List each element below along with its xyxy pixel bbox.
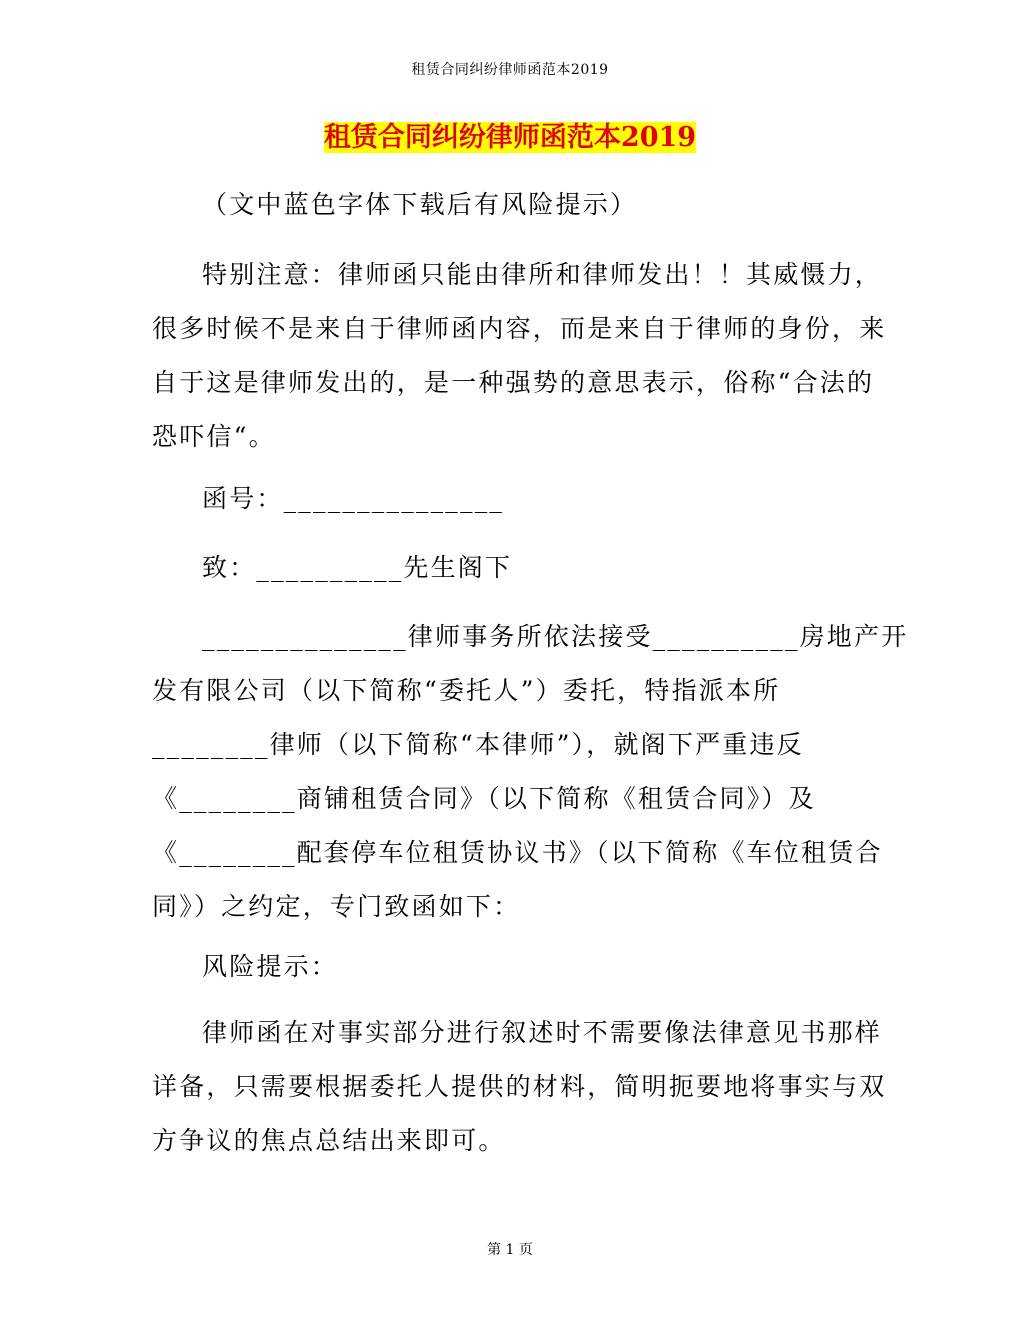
special-notice-line: 特别注意：律师函只能由律所和律师发出！！其威慑力， — [202, 260, 883, 289]
intro-line: 同》）之约定，专门致函如下： — [152, 892, 521, 921]
download-note: （文中蓝色字体下载后有风险提示） — [202, 190, 638, 219]
intro-paragraph — [152, 610, 909, 934]
recipient-paragraph — [152, 541, 872, 595]
risk-line: 方争议的焦点总结出来即可。 — [152, 1126, 506, 1155]
document-title — [0, 118, 1020, 158]
letter-number-paragraph — [152, 472, 872, 526]
page-number: 第 1 页 — [487, 1242, 533, 1258]
risk-line: 律师函在对事实部分进行叙述时不需要像法律意见书那样 — [202, 1018, 883, 1047]
intro-line: 发有限公司（以下简称“委托人”）委托，特指派本所 — [152, 676, 781, 705]
intro-line: 《________配套停车位租赁协议书》（以下简称《车位租赁合 — [152, 838, 883, 867]
intro-line: 《________商铺租赁合同》（以下简称《租赁合同》）及 — [152, 784, 816, 813]
special-notice-line: 恐吓信“。 — [152, 422, 276, 451]
recipient-line: 致：__________先生阁下 — [202, 553, 513, 582]
special-notice-line: 很多时候不是来自于律师函内容，而是来自于律师的身份，来 — [152, 314, 887, 343]
running-header: 租赁合同纠纷律师函范本2019 — [411, 62, 609, 78]
letter-number: 函号：_______________ — [202, 484, 505, 513]
risk-heading: 风险提示： — [202, 952, 339, 981]
special-notice-paragraph — [152, 248, 887, 464]
risk-heading-paragraph — [152, 940, 872, 994]
intro-line: ______________律师事务所依法接受__________房地产开 — [202, 622, 909, 651]
special-notice-line: 自于这是律师发出的，是一种强势的意思表示，俗称“合法的 — [152, 368, 875, 397]
risk-line: 详备，只需要根据委托人提供的材料，简明扼要地将事实与双 — [152, 1072, 887, 1101]
risk-paragraph — [152, 1006, 887, 1168]
intro-line: ________律师（以下简称“本律师”），就阁下严重违反 — [152, 730, 804, 759]
note-paragraph — [152, 178, 872, 232]
document-title-text: 租赁合同纠纷律师函范本2019 — [323, 122, 697, 153]
